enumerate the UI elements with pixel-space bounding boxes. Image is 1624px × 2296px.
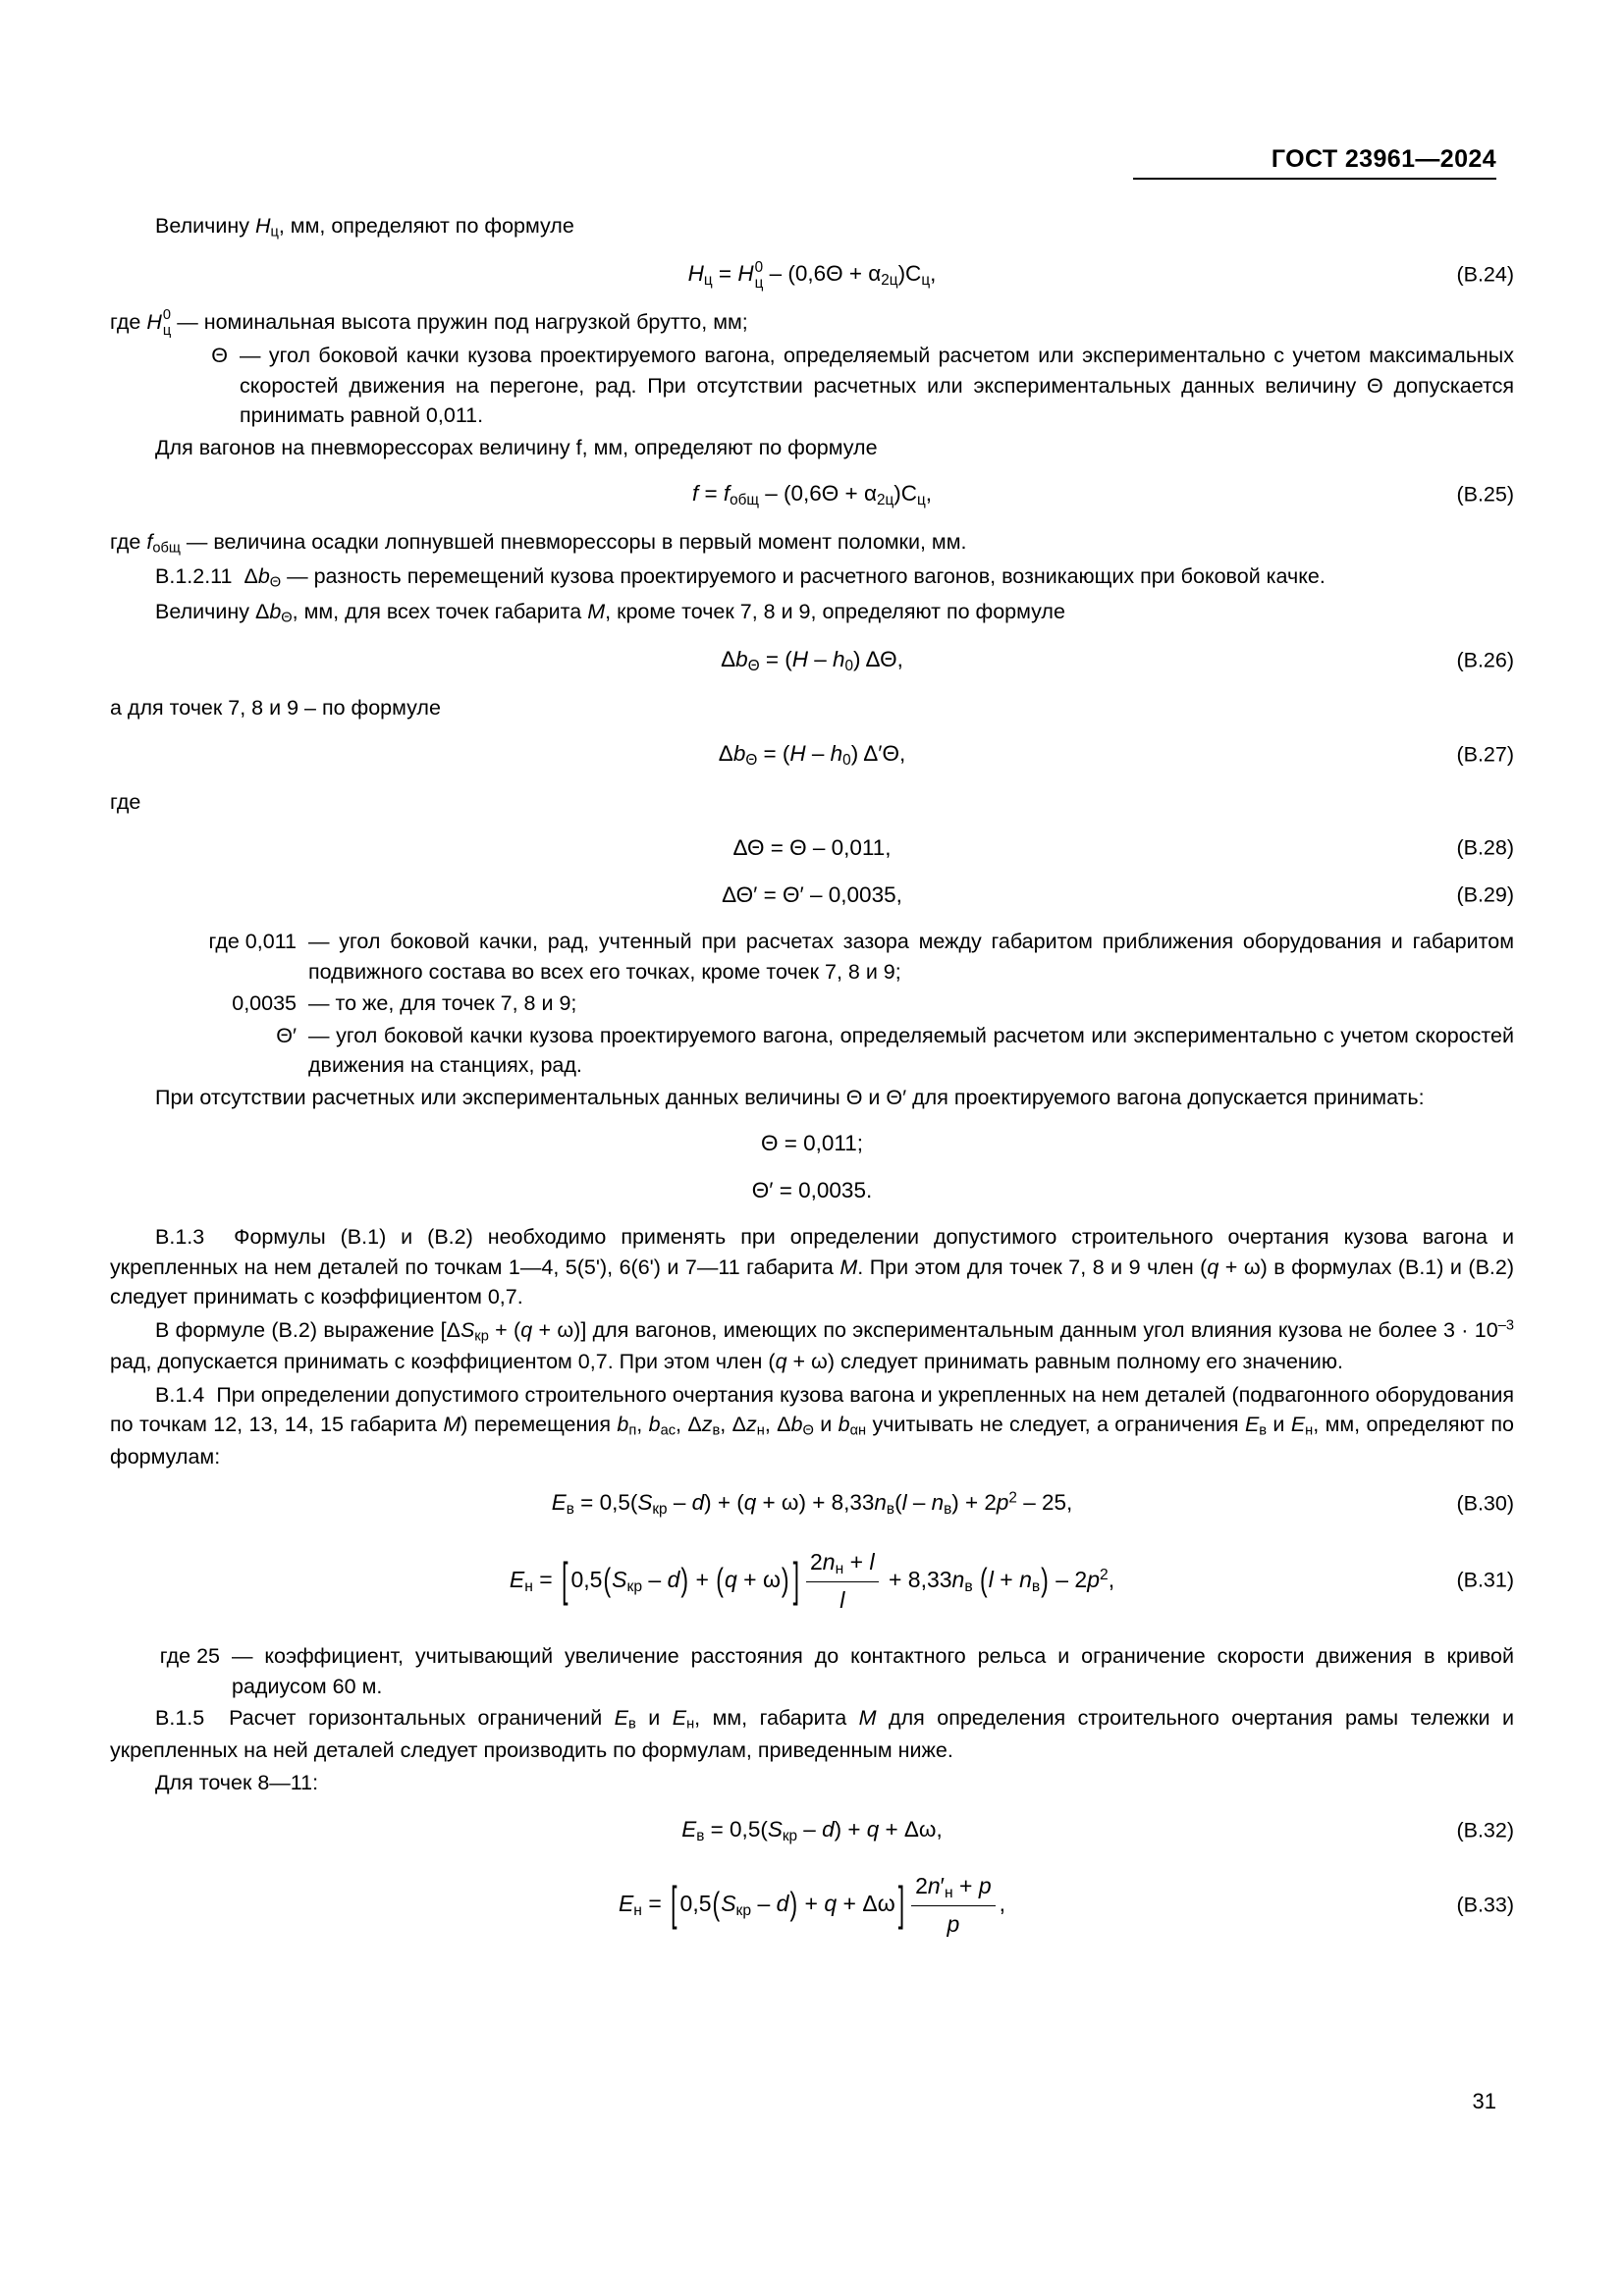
paragraph-intro-hc: Величину $H_ц$, мм, определяют по формуле	[155, 214, 574, 240]
paragraph-delta-b-theta: Величину $\Delta b_\Theta$, мм, для всех точек габарита M, кроме точек 7, 8 и 9, определяют по формуле	[155, 599, 1065, 626]
definition-0011	[110, 927, 1514, 987]
paragraph-b14: В.1.4 При определении допустимого строительного очертания кузова вагона и укрепленных на нем деталей (подвагонного оборудования по точкам 12, 13, 14, 15 габарита M) перемещения $b_п$, $b_{ас}$, $\Delta z_в$, $\Delta z_н$, $\Delta b_\Theta$ и $b_{\alpha н}$ учитывать не следует, а ограничения $E_в$ и $E_н$, мм, определяют по формулам:	[110, 1382, 1514, 1468]
formula-b32: $E_в = 0,5(S_{кр} - d) + q + \Delta\omega$,	[681, 1816, 943, 1844]
formula-b26: $\Delta b_\Theta = (H - h_0)$ ΔΘ,	[721, 647, 903, 675]
formula-b31-number: (В.31)	[1456, 1569, 1514, 1593]
formula-b30-row	[110, 1487, 1514, 1521]
page-number: 31	[1472, 2089, 1496, 2113]
paragraph-points-8-11: Для точек 8—11:	[155, 1771, 319, 1795]
paragraph-for-points-789: а для точек 7, 8 и 9 – по формуле	[110, 695, 441, 720]
formula-b31-row	[110, 1546, 1514, 1617]
definition-25-body: — коэффициент, учитывающий увеличение расстояния до контактного рельса и ограничение скорости движения в кривой радиусом 60 м.	[232, 1644, 1514, 1698]
value-theta-prime-row	[110, 1175, 1514, 1206]
def-fobsh-text: — величина осадки лопнувшей пневморессоры в первый момент поломки, мм.	[186, 529, 967, 554]
formula-b27-row	[110, 738, 1514, 772]
definition-theta-term: Θ	[211, 344, 228, 368]
paragraph-b1211: В.1.2.11 $\Delta b_\Theta$ — разность перемещений кузова проектируемого и расчетного вагонов, возникающих при боковой качке.	[155, 564, 1326, 592]
value-theta: Θ = 0,011;	[760, 1131, 864, 1156]
definition-0011-body: — угол боковой качки, рад, учтенный при расчетах зазора между габаритом приближения оборудования и габаритом подвижного состава во всех его точках, кроме точек 7, 8 и 9;	[308, 930, 1514, 984]
formula-b31: $E_н$ = [ $0,5(S_{кр} - d) + (q + \omega)$ ] $\frac{2n_н + l}{l}$ + $8,33n_в$ $(l + n_в) - 2p^2$,	[510, 1546, 1114, 1617]
definition-theta-prime-term: Θ′	[276, 1023, 297, 1047]
page-header-standard: ГОСТ 23961—2024	[1271, 145, 1496, 173]
paragraph-b13: В.1.3 Формулы (В.1) и (В.2) необходимо применять при определении допустимого строительного очертания кузова вагона и укрепленных на нем деталей по точкам 1—4, 5(5'), 6(6') и 7—11 габарита M. При этом для точек 7, 8 и 9 член (q + ω) в формулах (В.1) и (В.2) следует принимать с коэффициентом 0,7.	[110, 1225, 1515, 1309]
paragraph-b15: В.1.5 Расчет горизонтальных ограничений $E_в$ и $E_н$, мм, габарита M для определения строительного очертания рамы тележки и укрепленных на ней деталей следует производить по формулам, приведенным ниже.	[110, 1706, 1514, 1762]
formula-b32-number: (В.32)	[1456, 1818, 1514, 1842]
formula-b26-row	[110, 644, 1514, 677]
formula-b25: $f = f_{общ} - (0,6\Theta + \alpha_{2ц})С_ц$,	[691, 481, 933, 509]
formula-b29-row	[110, 880, 1514, 911]
definition-theta-prime	[110, 1021, 1514, 1081]
formula-b28-number: (В.28)	[1456, 836, 1514, 861]
formula-b28-row	[110, 832, 1514, 864]
formula-b33-row	[110, 1870, 1514, 1941]
formula-b30-number: (В.30)	[1456, 1491, 1514, 1516]
value-theta-row	[110, 1128, 1514, 1159]
paragraph-def-fobsh: где $f_{общ}$ — величина осадки лопнувшей пневморессоры в первый момент поломки, мм.	[110, 529, 967, 557]
paragraph-accept-values: При отсутствии расчетных или экспериментальных данных величины Θ и Θ′ для проектируемого вагона допускается принимать:	[155, 1085, 1425, 1109]
formula-b29-number: (В.29)	[1456, 882, 1514, 907]
page-content	[110, 211, 1514, 1949]
formula-b27-number: (В.27)	[1456, 742, 1514, 767]
formula-b27: $\Delta b_\Theta = (H - h_0)$ Δ′Θ,	[718, 741, 906, 770]
paragraph-def-h0: где H 0 ц — номинальная высота пружин под нагрузкой брутто, мм;	[110, 307, 748, 339]
value-theta-prime: Θ′ = 0,0035.	[751, 1178, 873, 1203]
formula-b24: $H_ц = H$ 0 ц – $(0,6\Theta + \alpha_{2ц})С_ц$,	[687, 258, 937, 292]
definition-25-term: где 25	[159, 1644, 220, 1669]
definition-00035-body: — то же, для точек 7, 8 и 9;	[308, 991, 577, 1016]
header-rule	[1133, 178, 1496, 180]
def-h0-text: — номинальная высота пружин под нагрузкой брутто, мм;	[177, 309, 748, 334]
paragraph-pneumo: Для вагонов на пневморессорах величину f, мм, определяют по формуле	[155, 435, 878, 459]
formula-b26-number: (В.26)	[1456, 648, 1514, 672]
definition-theta-body: — угол боковой качки кузова проектируемого вагона, определяемый расчетом или экспериментально с учетом максимальных скоростей движения на перегоне, рад. При отсутствии расчетных или экспериментальных данных величину Θ допускается принимать равной 0,011.	[240, 344, 1514, 428]
definition-0011-term: где 0,011	[208, 930, 297, 954]
definition-25	[110, 1641, 1514, 1701]
definition-00035-term: 0,0035	[232, 991, 297, 1016]
formula-b24-row	[110, 258, 1514, 292]
formula-b29: ΔΘ′ = Θ′ – 0,0035,	[722, 882, 902, 908]
paragraph-gde: где	[110, 789, 141, 814]
definition-theta	[110, 341, 1514, 431]
formula-b32-row	[110, 1814, 1514, 1847]
formula-b33-number: (В.33)	[1456, 1893, 1514, 1917]
formula-b24-number: (В.24)	[1456, 262, 1514, 287]
formula-b33: $E_н$ = [ $0,5(S_{кр} - d) + q + \Delta\omega$ ] $\frac{2n'_н + p}{p}$ ,	[619, 1870, 1005, 1941]
formula-b30: $E_в = 0,5(S_{кр} - d) + (q + \omega) + 8,33n_в(l - n_в) + 2p^2 - 25$,	[551, 1489, 1073, 1518]
paragraph-b13-cont: В формуле (В.2) выражение $[\Delta S_{кр} + (q + \omega)]$ для вагонов, имеющих по экспериментальным данным угол влияния кузова не более $3 \cdot 10^{-3}$ рад, допускается принимать с коэффициентом 0,7. При этом член (q + ω) следует принимать равным полному его значению.	[110, 1317, 1514, 1374]
definition-00035	[110, 988, 1514, 1019]
formula-b25-number: (В.25)	[1456, 482, 1514, 507]
formula-b28: ΔΘ = Θ – 0,011,	[732, 835, 892, 861]
definition-theta-prime-body: — угол боковой качки кузова проектируемого вагона, определяемый расчетом или экспериментально с учетом скоростей движения на станциях, рад.	[308, 1023, 1514, 1078]
formula-b25-row	[110, 478, 1514, 511]
